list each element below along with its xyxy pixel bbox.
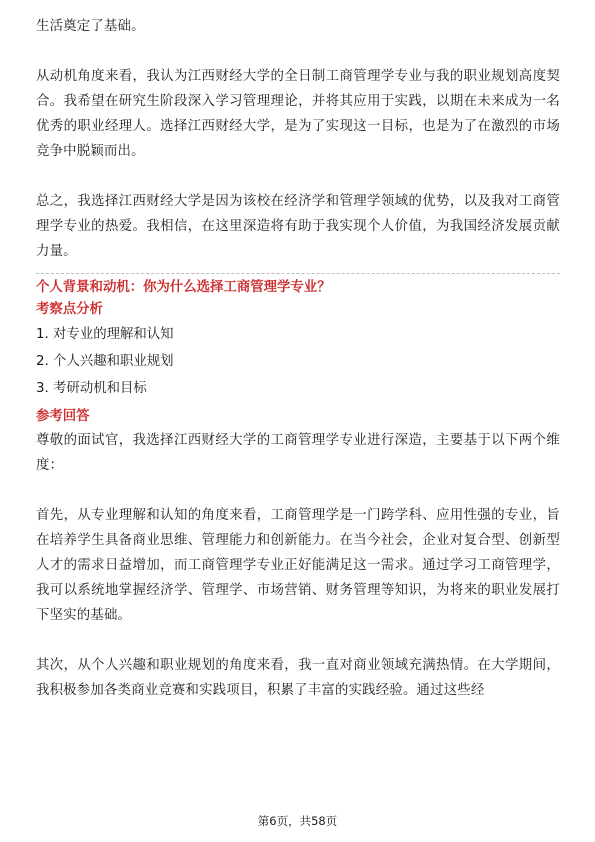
paragraph-spacer [36,628,560,653]
section-divider [36,273,560,274]
answer-paragraph: 其次，从个人兴趣和职业规划的角度来看，我一直对商业领域充满热情。在大学期间，我积极参加各类商业竞赛和实践项目，积累了丰富的实践经验。通过这些经 [36,658,560,698]
paragraph-spacer [36,478,560,503]
page-number: 第6页，共58页 [257,814,338,828]
answer-paragraph: 尊敬的面试官，我选择江西财经大学的工商管理学专业进行深造，主要基于以下两个维度： [36,433,560,473]
body-paragraph: 从动机角度来看，我认为江西财经大学的全日制工商管理学专业与我的职业规划高度契合。我希望在研究生阶段深入学习管理理论，并将其应用于实践，以期在未来成为一名优秀的职业经理人。选择江西财经大学，是为了实现这一目标，也是为了在激烈的市场竞争中脱颖而出。 [36,69,560,159]
answer-heading: 参考回答 [36,409,90,424]
paragraph-spacer [36,39,560,64]
analysis-list-item: 3. 考研动机和目标 [36,381,147,396]
analysis-list-item: 1. 对专业的理解和认知 [36,327,174,342]
analysis-heading: 考察点分析 [36,302,103,317]
body-paragraph: 总之，我选择江西财经大学是因为该校在经济学和管理学领域的优势，以及我对工商管理学专业的热爱。我相信，在这里深造将有助于我实现个人价值，为我国经济发展贡献力量。 [36,194,560,259]
answer-paragraph: 首先，从专业理解和认知的角度来看，工商管理学是一门跨学科、应用性强的专业，旨在培养学生具备商业思维、管理能力和创新能力。在当今社会，企业对复合型、创新型人才的需求日益增加，而工商管理学专业正好能满足这一需求。通过学习工商管理学，我可以系统地掌握经济学、管理学、市场营销、财务管理等知识，为将来的职业发展打下坚实的基础。 [36,508,560,623]
paragraph-spacer [36,164,560,189]
page-content [36,14,560,703]
analysis-list-item: 2. 个人兴趣和职业规划 [36,354,174,369]
question-heading: 个人背景和动机：你为什么选择工商管理学专业？ [36,280,331,295]
body-paragraph: 生活奠定了基础。 [36,19,145,34]
